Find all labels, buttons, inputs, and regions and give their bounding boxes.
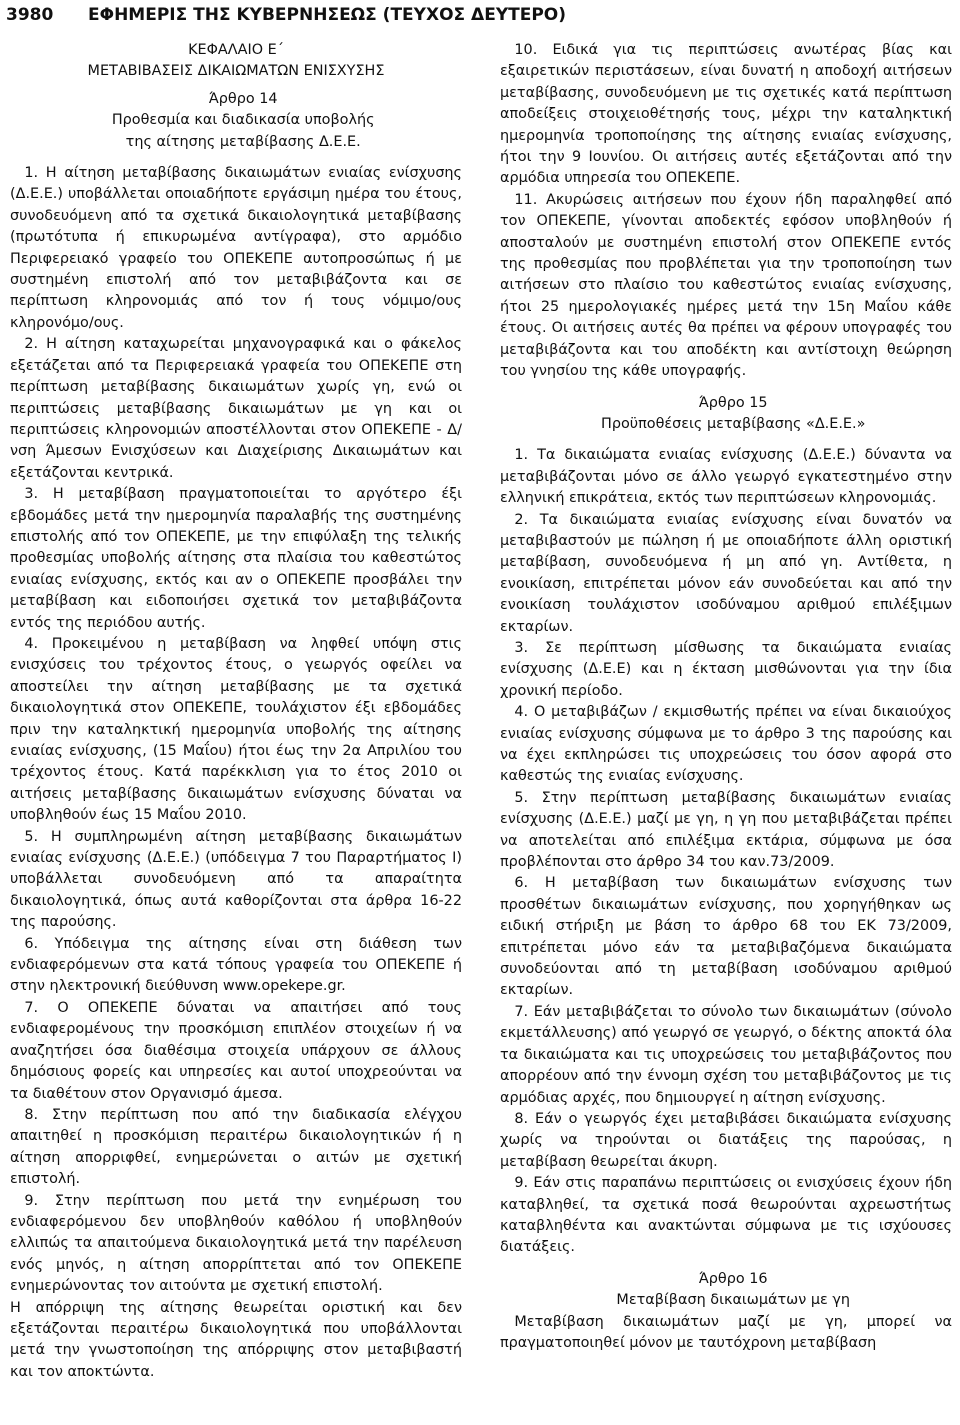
page-number: 3980 bbox=[6, 5, 54, 25]
chapter-heading bbox=[10, 40, 462, 83]
chapter-label: ΚΕΦΑΛΑΙΟ Ε΄ bbox=[188, 42, 284, 58]
article-16-label: Άρθρο 16 bbox=[698, 1270, 768, 1287]
paragraph: 9. Εάν στις παραπάνω περιπτώσεις οι ενισχύσεις έχουν ήδη καταβληθεί, τα σχετικά ποσά θεωρούνται αχρεωστήτως καταβληθέντα και ανακτώνται σύμφωνα με τις ισχύουσες διατάξεις. bbox=[500, 1175, 952, 1256]
paragraph-continuation: Η απόρριψη της αίτησης θεωρείται οριστική και δεν εξετάζονται περαιτέρω δικαιολογητικά που υποβάλλονται μετά την γνωστοποίηση της απόρριψης στον μεταβιβαστή και τον αποκτώντα. bbox=[10, 1299, 462, 1380]
paragraph: 6. Υπόδειγμα της αίτησης είναι στη διάθεση των ενδιαφερόμενων στα κατά τόπους γραφεία του ΟΠΕΚΕΠΕ ή στην ηλεκτρονική διεύθυνση www.opekepe.gr. bbox=[10, 935, 462, 995]
paragraph: 7. Εάν μεταβιβάζεται το σύνολο των δικαιωμάτων (σύνολο εκμετάλλευσης) από γεωργό σε γεωργό, ο δέκτης αποκτά όλα τα δικαιώματα και τις υποχρεώσεις του μεταβιβάζοντος που απορρέουν από την έννομη σχέση του μεταβιβάζοντος με τις αρμόδιας αρχές, που δημιουργεί η αίτηση ενίσχυσης. bbox=[500, 1003, 952, 1106]
paragraph: 9. Στην περίπτωση που μετά την ενημέρωση του ενδιαφερόμενου δεν υποβληθούν καθόλου ή υποβληθούν ελλιπώς τα απαιτούμενα δικαιολογητικά μετά την παρέλευση ενός μηνός, η αίτηση απορρίπτεται από τον ΟΠΕΚΕΠΕ ενημερώνοντας τον αιτούντα με σχετική επιστολή. bbox=[10, 1192, 462, 1295]
paragraph: 7. Ο ΟΠΕΚΕΠΕ δύναται να απαιτήσει από τους ενδιαφερομένους την προσκόμιση επιπλέον στοιχείων ή να αναζητήσει όσα διαθέσιμα στοιχεία υπάρχουν σε άλλους δημόσιους φορείς και υπηρεσίες και αυτοί υποχρεούνται να τα διαθέτουν στον Οργανισμό άμεσα. bbox=[10, 999, 462, 1102]
article-15-title: Προϋποθέσεις μεταβίβασης «Δ.Ε.Ε.» bbox=[601, 415, 866, 432]
article-14-title-line2: της αίτησης μεταβίβασης Δ.Ε.Ε. bbox=[125, 133, 361, 150]
page-header bbox=[6, 4, 954, 28]
paragraph: 4. Προκειμένου η μεταβίβαση να ληφθεί υπόψη στις ενισχύσεις του τρέχοντος έτους, ο γεωργός οφείλει να αποστείλει την αίτηση μεταβίβασης με τα σχετικά δικαιολογητικά στον ΟΠΕΚΕΠΕ, τουλάχιστον έξι εβδομάδες πριν την καταληκτική ημερομηνία υποβολής της αίτησης ενιαίας ενίσχυσης, (15 Μαΐου) ήτοι έως την 2α Απριλίου του τρέχοντος έτους. Κατά παρέκκλιση για το έτος 2010 οι αιτήσεις μεταβίβασης δικαιωμάτων ενίσχυσης δύναται να υποβληθούν έως 15 Μαΐου 2010. bbox=[10, 635, 462, 824]
chapter-title: ΜΕΤΑΒΙΒΑΣΕΙΣ ΔΙΚΑΙΩΜΑΤΩΝ ΕΝΙΣΧΥΣΗΣ bbox=[87, 63, 385, 80]
paragraph: 4. Ο μεταβιβάζων / εκμισθωτής πρέπει να είναι δικαιούχος ενιαίας ενίσχυσης σύμφωνα με το άρθρο 3 της παρούσης και να έχει εκπληρώσει τις υποχρεώσεις του όσον αφορά στο καθεστώς της ενιαίας ενίσχυσης. bbox=[500, 704, 952, 785]
paragraph: 11. Ακυρώσεις αιτήσεων που έχουν ήδη παραληφθεί από τον ΟΠΕΚΕΠΕ, γίνονται αποδεκτές εφόσον υποβληθούν ή αποσταλούν με συστημένη επιστολή στον ΟΠΕΚΕΠΕ εντός της προθεσμίας που προβλέπεται για την τροποποίηση των αιτήσεων στο πλαίσιο του καθεστώτος ενιαίας ενίσχυσης, ήτοι 25 ημερολογιακές ημέρες μετά την 15η Μαΐου κάθε έτους. Οι αιτήσεις αυτές θα πρέπει να φέρουν υπογραφές του μεταβιβάζοντα και του αποδέκτη και αντίστοιχη θεώρηση του γνησίου της κάθε υπογραφής. bbox=[500, 191, 952, 380]
paragraph: 10. Ειδικά για τις περιπτώσεις ανωτέρας βίας και εξαιρετικών περιστάσεων, είναι δυνατή η αποδοχή αιτήσεων μεταβίβασης, συνοδευόμενη με τις σχετικές κατά περίπτωση αποδείξεις στοιχειοθέτησής τους, μέχρι την καταληκτική ημερομηνία τροποποίησης της αίτησης ενιαίας ενίσχυσης, ήτοι την 9 Ιουνίου. Οι αιτήσεις αυτές εξετάζονται από την αρμόδια υπηρεσία του ΟΠΕΚΕΠΕ. bbox=[500, 42, 952, 187]
paragraph: 6. Η μεταβίβαση των δικαιωμάτων ενίσχυσης των προσθέτων δικαιωμάτων ενίσχυσης, που χορηγήθηκαν ως ειδική στήριξη με βάση το άρθρο 68 του ΕΚ 73/2009, επιτρέπεται μόνο εάν τα μεταβιβαζόμενα δικαιώματα συνοδεύονται από τη μεταβίβαση ισοδύναμου αριθμού εκταρίων. bbox=[500, 875, 952, 999]
article-15-heading bbox=[500, 393, 952, 436]
paragraph: 2. Τα δικαιώματα ενιαίας ενίσχυσης είναι δυνατόν να μεταβιβαστούν με πώληση ή με οποιαδήποτε άλλη οριστική μεταβίβαση, συνοδευόμενα ή μη από γη. Αντίθετα, η ενοικίαση, επιτρέπεται μόνον εάν συνοδεύεται και από την ενοικίαση τουλάχιστον ισοδύναμου αριθμού επιλέξιμων εκταρίων. bbox=[500, 511, 952, 635]
article-16-heading bbox=[500, 1269, 952, 1312]
article-15-label: Άρθρο 15 bbox=[698, 394, 768, 411]
gazette-title: ΕΦΗΜΕΡΙΣ ΤΗΣ ΚΥΒΕΡΝΗΣΕΩΣ (ΤΕΥΧΟΣ ΔΕΥΤΕΡΟ) bbox=[88, 5, 567, 25]
paragraph: Μεταβίβαση δικαιωμάτων μαζί με γη, μπορεί να πραγματοποιηθεί μόνον με ταυτόχρονη μεταβίβαση bbox=[500, 1313, 952, 1351]
article-14-heading bbox=[10, 89, 462, 153]
paragraph: 1. Η αίτηση μεταβίβασης δικαιωμάτων ενιαίας ενίσχυσης (Δ.Ε.Ε.) υποβάλλεται οποιαδήποτε εργάσιμη ημέρα του έτους, συνοδευόμενη από τα σχετικά δικαιολογητικά μεταβίβασης (πρωτότυπα ή επικυρωμένα αντίγραφα), στο αρμόδιο Περιφερειακό γραφείο του ΟΠΕΚΕΠΕ αυτοπροσώπως ή με συστημένη επιστολή από τον μεταβιβάζοντα και σε περίπτωση κληρονομιάς από τον ή τους νόμιμο/ους κληρονόμο/ους. bbox=[10, 165, 462, 331]
paragraph: 5. Η συμπληρωμένη αίτηση μεταβίβασης δικαιωμάτων ενιαίας ενίσχυσης (Δ.Ε.Ε.) (υπόδειγμα 7 του Παραρτήματος Ι) υποβάλλεται συνοδευόμενη από τα απαραίτητα δικαιολογητικά, όπως αυτά καθορίζονται στα άρθρα 16-22 της παρούσης. bbox=[10, 828, 462, 931]
article-14-label: Άρθρο 14 bbox=[208, 90, 278, 107]
paragraph: 1. Τα δικαιώματα ενιαίας ενίσχυσης (Δ.Ε.Ε.) δύναντα να μεταβιβάζονται μόνο σε άλλο γεωργό εγκατεστημένο στην ελληνική επικράτεια, εκτός των περιπτώσεων κληρονομιάς. bbox=[500, 447, 952, 507]
paragraph: 8. Εάν ο γεωργός έχει μεταβιβάσει δικαιώματα ενίσχυσης χωρίς να τηρούνται οι διατάξεις της παρούσας, η μεταβίβαση θεωρείται άκυρη. bbox=[500, 1110, 952, 1170]
right-column bbox=[500, 40, 952, 1354]
paragraph: 3. Η μεταβίβαση πραγματοποιείται το αργότερο έξι εβδομάδες μετά την ημερομηνία παραλαβής της συστημένης επιστολής από τον ΟΠΕΚΕΠΕ, με την επιφύλαξη της τελικής προθεσμίας υποβολής αίτησης στα πλαίσια του καθεστώτος ενιαίας ενίσχυσης, εκτός και αν ο ΟΠΕΚΕΠΕ προσβάλει την μεταβίβαση και ειδοποιήσει σχετικά τον μεταβιβάζοντα εντός της περιόδου αυτής. bbox=[10, 486, 462, 631]
article-14-title: Προθεσμία και διαδικασία υποβολής bbox=[111, 112, 375, 129]
paragraph: 5. Στην περίπτωση μεταβίβασης δικαιωμάτων ενιαίας ενίσχυσης (Δ.Ε.Ε.) μαζί με γη, η γη που μεταβιβάζεται πρέπει να αποτελείται από επιλέξιμα εκτάρια, σύμφωνα με όσα προβλέπονται στο άρθρο 34 του καν.73/2009. bbox=[500, 789, 952, 871]
paragraph: 8. Στην περίπτωση που από την διαδικασία ελέγχου απαιτηθεί η προσκόμιση περαιτέρω δικαιολογητικών ή η αίτηση απορριφθεί, ενημερώνεται ο αιτών με σχετική επιστολή. bbox=[10, 1106, 462, 1188]
left-column bbox=[10, 40, 462, 1383]
article-16-title: Μεταβίβαση δικαιωμάτων με γη bbox=[616, 1292, 850, 1309]
paragraph: 2. Η αίτηση καταχωρείται μηχανογραφικά και ο φάκελος εξετάζεται από τα Περιφερειακά γραφεία του ΟΠΕΚΕΠΕ στη περίπτωση μεταβίβασης δικαιωμάτων χωρίς γη, ενώ οι περιπτώσεις μεταβίβασης δικαιωμάτων με γη και οι περιπτώσεις κληρονομιών αποστέλλονται στον ΟΠΕΚΕΠΕ - Δ/νση Άμεσων Ενισχύσεων και Διαχείρισης Δικαιωμάτων και εξετάζονται κεντρικά. bbox=[10, 336, 462, 481]
paragraph: 3. Σε περίπτωση μίσθωσης τα δικαιώματα ενιαίας ενίσχυσης (Δ.Ε.Ε) και η έκταση μισθώνονται για την ίδια χρονική περίοδο. bbox=[500, 639, 952, 699]
